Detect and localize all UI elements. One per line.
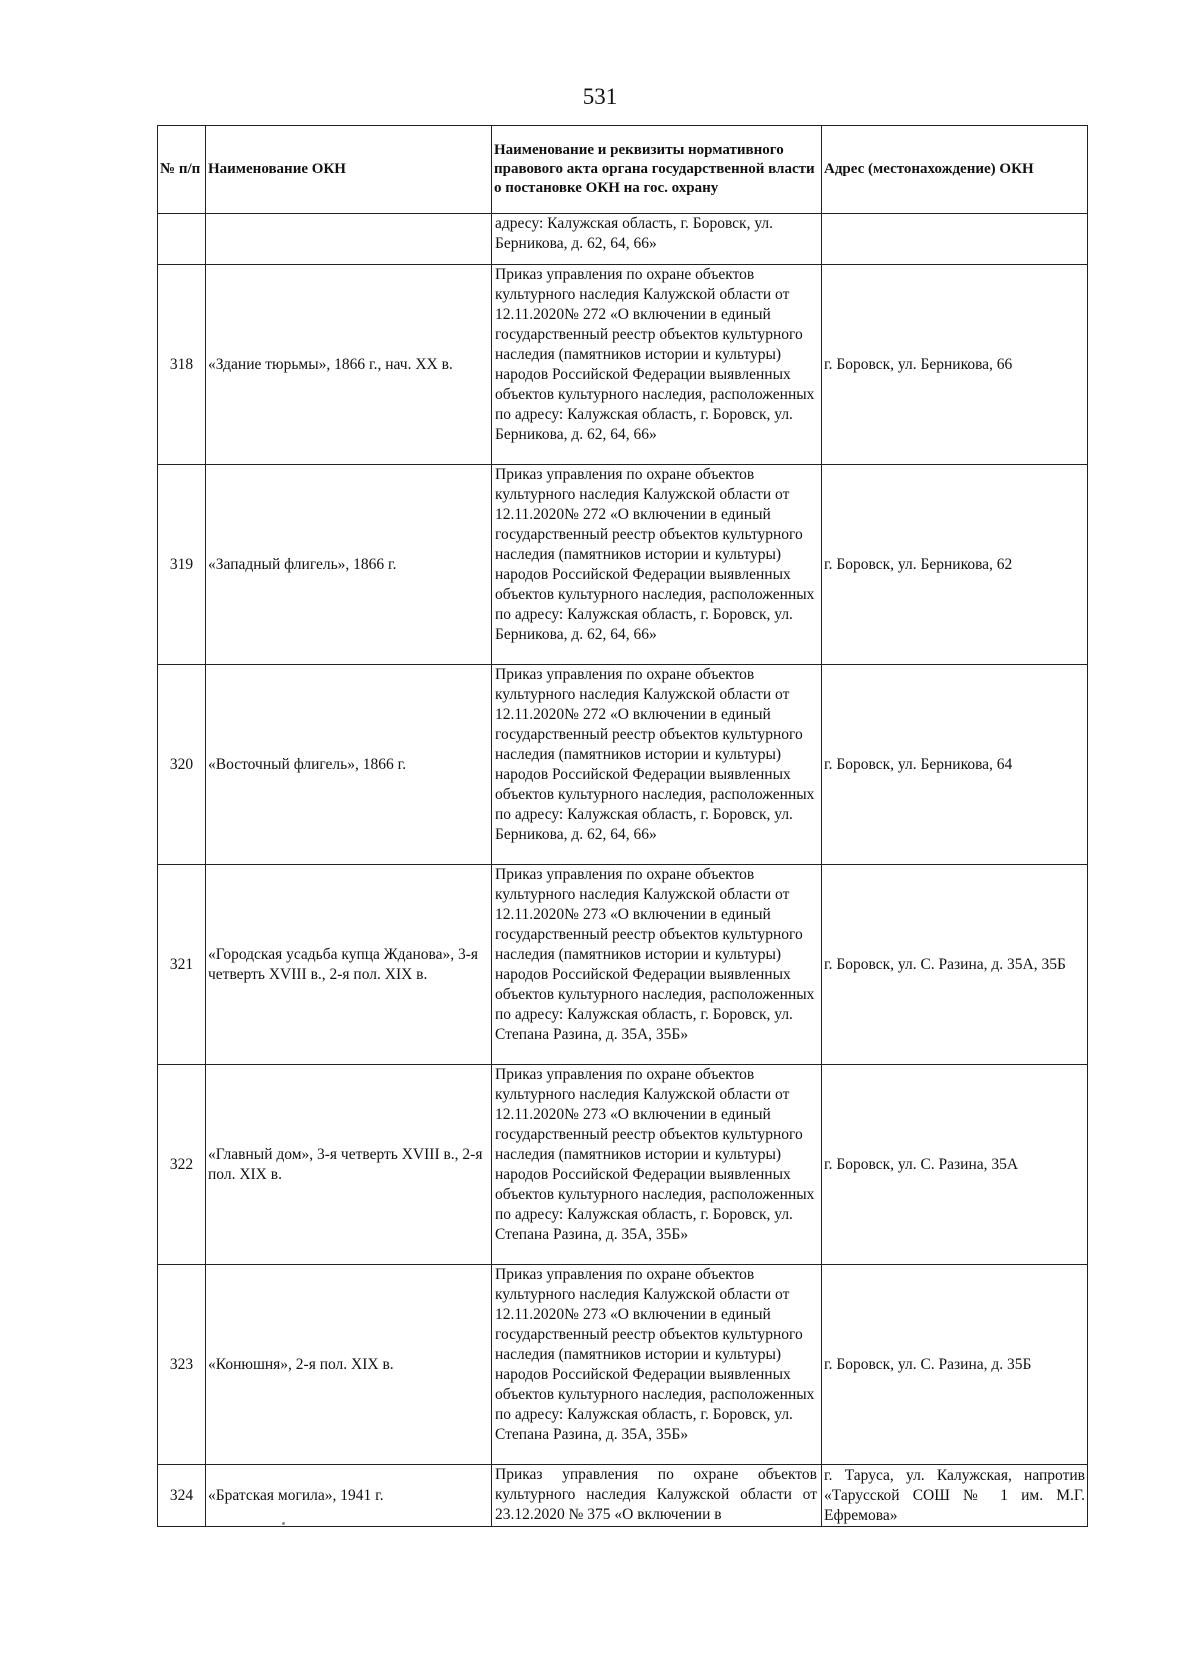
page-number: 531 [582, 84, 618, 109]
table-row [158, 865, 1088, 1065]
cell-address: г. Боровск, ул. С. Разина, д. 35А, 35Б [822, 865, 1088, 1065]
cell-name: «Городская усадьба купца Жданова», 3-я четверть XVIII в., 2-я пол. XIX в. [206, 865, 492, 1065]
cell-act: Приказ управления по охране объектов культурного наследия Калужской области от 12.11.2020№ 273 «О включении в единый государственный реестр объектов культурного наследия (памятников истории и культуры) народов Российской Федерации выявленных объектов культурного наследия, расположенных по адресу: Калужская область, г. Боровск, ул. Степана Разина, д. 35А, 35Б» [492, 1065, 822, 1265]
header-num: № п/п [158, 126, 206, 214]
table-row [158, 465, 1088, 665]
cell-address: г. Боровск, ул. Берникова, 62 [822, 465, 1088, 665]
cell-name [206, 214, 492, 265]
table-row [158, 1265, 1088, 1465]
cell-name: «Восточный флигель», 1866 г. [206, 665, 492, 865]
cell-act: Приказ управления по охране объектов культурного наследия Калужской области от 12.11.2020№ 273 «О включении в единый государственный реестр объектов культурного наследия (памятников истории и культуры) народов Российской Федерации выявленных объектов культурного наследия, расположенных по адресу: Калужская область, г. Боровск, ул. Степана Разина, д. 35А, 35Б» [492, 1265, 822, 1465]
cell-act: Приказ управления по охране объектов культурного наследия Калужской области от 12.11.2020№ 272 «О включении в единый государственный реестр объектов культурного наследия (памятников истории и культуры) народов Российской Федерации выявленных объектов культурного наследия, расположенных по адресу: Калужская область, г. Боровск, ул. Берникова, д. 62, 64, 66» [492, 465, 822, 665]
table-row [158, 665, 1088, 865]
cell-address: г. Боровск, ул. Берникова, 64 [822, 665, 1088, 865]
header-address: Адрес (местонахождение) ОКН [822, 126, 1088, 214]
cell-name: «Здание тюрьмы», 1866 г., нач. XX в. [206, 265, 492, 465]
table-row-continuation [158, 214, 1088, 265]
cell-address: г. Боровск, ул. С. Разина, д. 35Б [822, 1265, 1088, 1465]
cell-name: «Главный дом», 3-я четверть XVIII в., 2-я пол. XIX в. [206, 1065, 492, 1265]
header-name: Наименование ОКН [206, 126, 492, 214]
table-row [158, 265, 1088, 465]
cell-num: 321 [158, 865, 206, 1065]
scan-speck [282, 1522, 285, 1525]
cell-num: 322 [158, 1065, 206, 1265]
cell-name: «Конюшня», 2-я пол. XIX в. [206, 1265, 492, 1465]
header-act: Наименование и реквизиты нормативного правового акта органа государственной власти о постановке ОКН на гос. охрану [492, 126, 822, 214]
cell-num: 320 [158, 665, 206, 865]
cell-name: «Братская могила», 1941 г. [206, 1465, 492, 1527]
table-row-last [158, 1465, 1088, 1527]
okn-registry-table [157, 125, 1088, 1527]
cell-num [158, 214, 206, 265]
cell-act: Приказ управления по охране объектов культурного наследия Калужской области от 12.11.2020№ 272 «О включении в единый государственный реестр объектов культурного наследия (памятников истории и культуры) народов Российской Федерации выявленных объектов культурного наследия, расположенных по адресу: Калужская область, г. Боровск, ул. Берникова, д. 62, 64, 66» [492, 665, 822, 865]
cell-num: 318 [158, 265, 206, 465]
cell-address [822, 214, 1088, 265]
cell-num: 324 [158, 1465, 206, 1527]
cell-address: г. Боровск, ул. С. Разина, 35А [822, 1065, 1088, 1265]
cell-address: г. Таруса, ул. Калужская, напротив «Тарусской СОШ № 1 им. М.Г. Ефремова» [822, 1465, 1088, 1527]
cell-num: 323 [158, 1265, 206, 1465]
cell-act: Приказ управления по охране объектов культурного наследия Калужской области от 23.12.2020 № 375 «О включении в [492, 1465, 822, 1527]
cell-act: Приказ управления по охране объектов культурного наследия Калужской области от 12.11.2020№ 272 «О включении в единый государственный реестр объектов культурного наследия (памятников истории и культуры) народов Российской Федерации выявленных объектов культурного наследия, расположенных по адресу: Калужская область, г. Боровск, ул. Берникова, д. 62, 64, 66» [492, 265, 822, 465]
cell-num: 319 [158, 465, 206, 665]
cell-act: Приказ управления по охране объектов культурного наследия Калужской области от 12.11.2020№ 273 «О включении в единый государственный реестр объектов культурного наследия (памятников истории и культуры) народов Российской Федерации выявленных объектов культурного наследия, расположенных по адресу: Калужская область, г. Боровск, ул. Степана Разина, д. 35А, 35Б» [492, 865, 822, 1065]
table-row [158, 1065, 1088, 1265]
cell-name: «Западный флигель», 1866 г. [206, 465, 492, 665]
cell-act: адресу: Калужская область, г. Боровск, ул. Берникова, д. 62, 64, 66» [492, 214, 822, 265]
cell-address: г. Боровск, ул. Берникова, 66 [822, 265, 1088, 465]
table-header-row [158, 126, 1088, 214]
